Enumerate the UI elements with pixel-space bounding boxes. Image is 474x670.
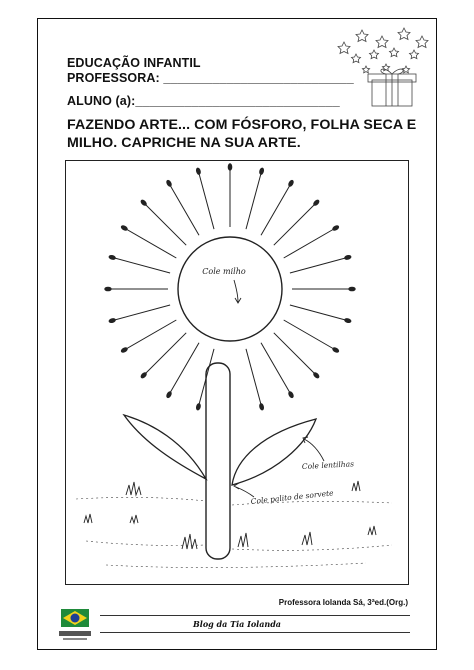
sun-ray [114,305,170,320]
sun-ray [170,343,199,393]
match-head [140,372,147,379]
sun-ray [290,258,346,273]
sun-ray [274,204,315,245]
sun-ray [145,333,186,374]
leaf-label: Cole lentilhas [301,459,355,471]
footer-rule-bottom [100,632,410,633]
match-head [109,318,116,323]
activity-instructions: FAZENDO ARTE... COM FÓSFORO, FOLHA SECA E MILHO. CAPRICHE NA SUA ARTE. [67,117,417,151]
sun-label: Cole milho [202,267,246,276]
match-head [140,199,147,206]
sun-ray [170,185,199,235]
match-head [121,347,128,353]
match-head [344,318,351,323]
sun-disc [178,237,282,341]
sun-ray [199,173,214,229]
match-head [109,255,116,260]
sun-ray [284,229,334,258]
teacher-name-line: PROFESSORA: ___________________________ [67,71,354,85]
match-head [166,391,172,398]
match-head [332,347,339,353]
stars-gift-decoration [330,22,440,112]
match-head [349,287,355,291]
match-head [228,164,232,170]
match-head [121,225,128,231]
school-level-line: EDUCAÇÃO INFANTIL [67,56,201,70]
author-credit: Professora Iolanda Sá, 3ªed.(Org.) [278,598,408,607]
sun-ray [290,305,346,320]
sun-ray [246,173,261,229]
match-head [105,287,111,291]
sun-ray [274,333,315,374]
student-name-line: ALUNO (a):_____________________________ [67,94,340,108]
match-head [196,403,201,410]
match-head [288,180,294,187]
sun-ray [126,320,176,349]
match-head [259,403,264,410]
match-head [344,255,351,260]
sunflower-drawing [66,161,410,586]
sun-ray [145,204,186,245]
match-head [288,391,294,398]
match-head [166,180,172,187]
sun-ray [126,229,176,258]
match-head [196,168,201,175]
sun-ray [261,343,290,393]
sun-ray [261,185,290,235]
match-head [332,225,339,231]
stem-label: Cole palito de sorvete [250,488,334,506]
sun-ray [114,258,170,273]
footer-rule-top [100,615,410,616]
blog-footer: Blog da Tia Iolanda [193,619,281,629]
match-head [259,168,264,175]
match-head [313,199,320,206]
stem-popsicle-stick [206,363,230,559]
match-head [313,372,320,379]
ground-texture [76,497,392,567]
right-leaf [232,419,316,485]
drawing-area [65,160,409,585]
sun-ray [246,349,261,405]
left-leaf [124,415,206,479]
sun-ray [284,320,334,349]
